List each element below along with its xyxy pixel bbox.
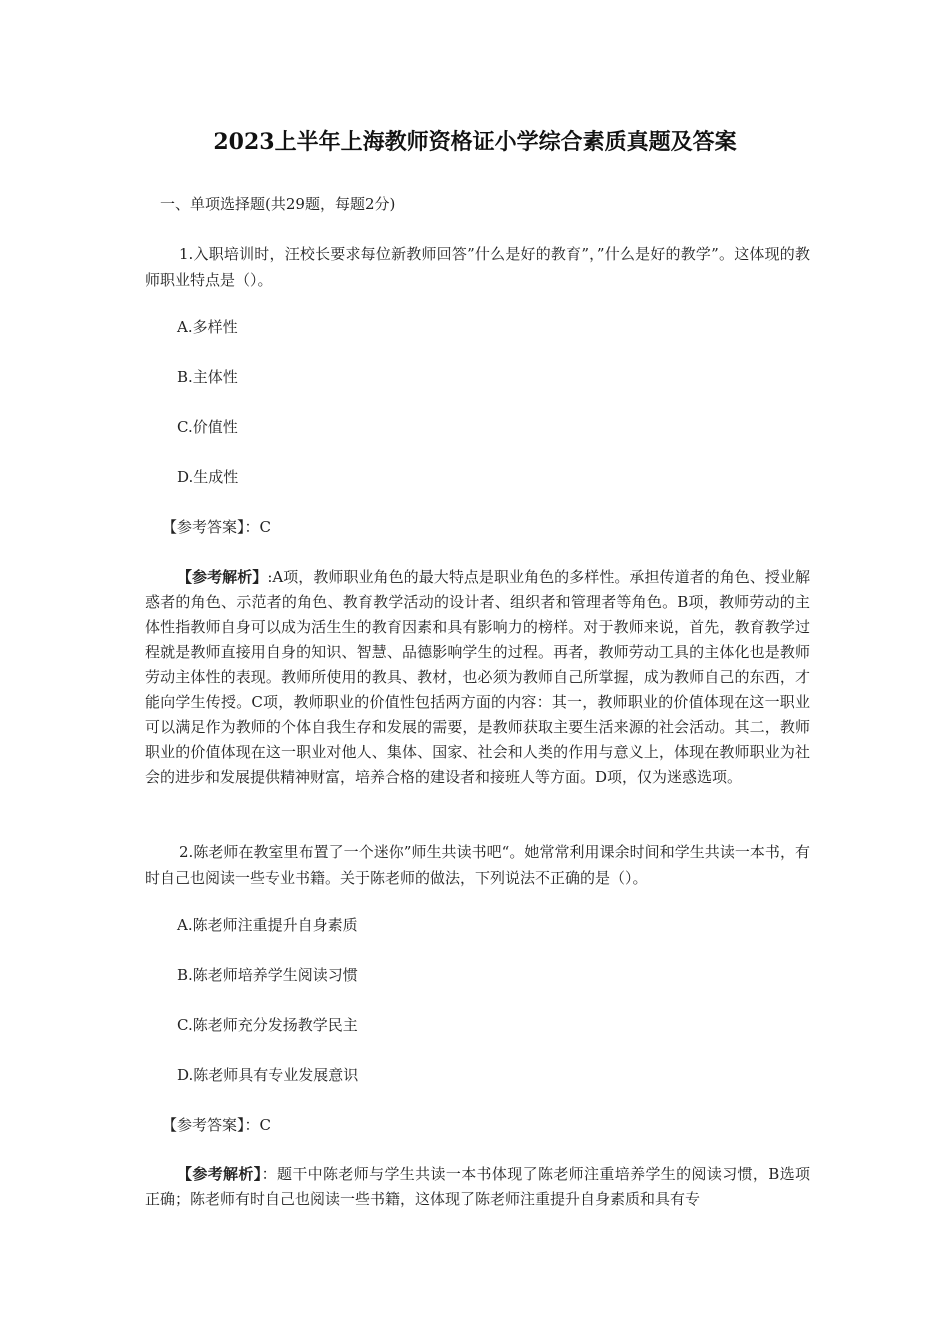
question-2-answer bbox=[162, 1113, 271, 1137]
question-2-option-b: B.陈老师培养学生阅读习惯 bbox=[177, 966, 358, 984]
answer-label: 【参考答案】 bbox=[162, 1116, 245, 1134]
question-1-analysis bbox=[145, 565, 810, 790]
question-2-analysis bbox=[145, 1162, 810, 1212]
question-2-option-d: D.陈老师具有专业发展意识 bbox=[177, 1066, 359, 1084]
question-1-option-d: D.生成性 bbox=[177, 468, 239, 486]
question-2-option-a: A.陈老师注重提升自身素质 bbox=[177, 916, 358, 934]
answer-value: ：C bbox=[244, 1116, 271, 1134]
analysis-label: 【参考解析】 bbox=[177, 568, 268, 586]
question-1-option-a: A.多样性 bbox=[177, 318, 238, 336]
page-title: 2023上半年上海教师资格证小学综合素质真题及答案 bbox=[213, 129, 737, 155]
analysis-text: :A项，教师职业角色的最大特点是职业角色的多样性。承担传道者的角色、授业解惑者的角色、示范者的角色、教育教学活动的设计者、组织者和管理者等角色。B项，教师劳动的主体性指教师自身可以成为活生生的教育因素和具有影响力的榜样。对于教师来说，首先，教育教学过程就是教师直接用自身的知识、智慧、品德影响学生的过程。再者，教师劳动工具的主体化也是教师劳动主体性的表现。教师所使用的教具、教材，也必须为教师自己所掌握，成为教师自己的东西，才能向学生传授。C项，教师职业的价值性包括两方面的内容：其一，教师职业的价值体现在这一职业可以满足作为教师的个体自我生存和发展的需要，是教师获取主要生活来源的社会活动。其二，教师职业的价值体现在这一职业对他人、集体、国家、社会和人类的作用与意义上，体现在教师职业为社会的进步和发展提供精神财富，培养合格的建设者和接班人等方面。D项，仅为迷惑选项。 bbox=[145, 568, 810, 786]
question-2-option-c: C.陈老师充分发扬教学民主 bbox=[177, 1016, 358, 1034]
question-1-option-b: B.主体性 bbox=[177, 368, 238, 386]
analysis-label: 【参考解析】 bbox=[177, 1165, 262, 1183]
question-2-stem: 2.陈老师在教室里布置了一个迷你”师生共读书吧“。她常常利用课余时间和学生共读一本书，有时自己也阅读一些专业书籍。关于陈老师的做法，下列说法不正确的是（）。 bbox=[145, 843, 810, 887]
analysis-text: ：题干中陈老师与学生共读一本书体现了陈老师注重培养学生的阅读习惯，B选项正确；陈老师有时自己也阅读一些书籍，这体现了陈老师注重提升自身素质和具有专 bbox=[145, 1165, 810, 1208]
answer-label: 【参考答案】 bbox=[162, 518, 245, 536]
question-1-answer bbox=[162, 515, 271, 539]
answer-value: ：C bbox=[244, 518, 271, 536]
question-1-stem: 1.入职培训时，汪校长要求每位新教师回答”什么是好的教育”，”什么是好的教学”。这体现的教师职业特点是（）。 bbox=[145, 245, 810, 289]
question-1-option-c: C.价值性 bbox=[177, 418, 238, 436]
section-heading: 一、单项选择题(共29题，每题2分) bbox=[160, 195, 396, 213]
